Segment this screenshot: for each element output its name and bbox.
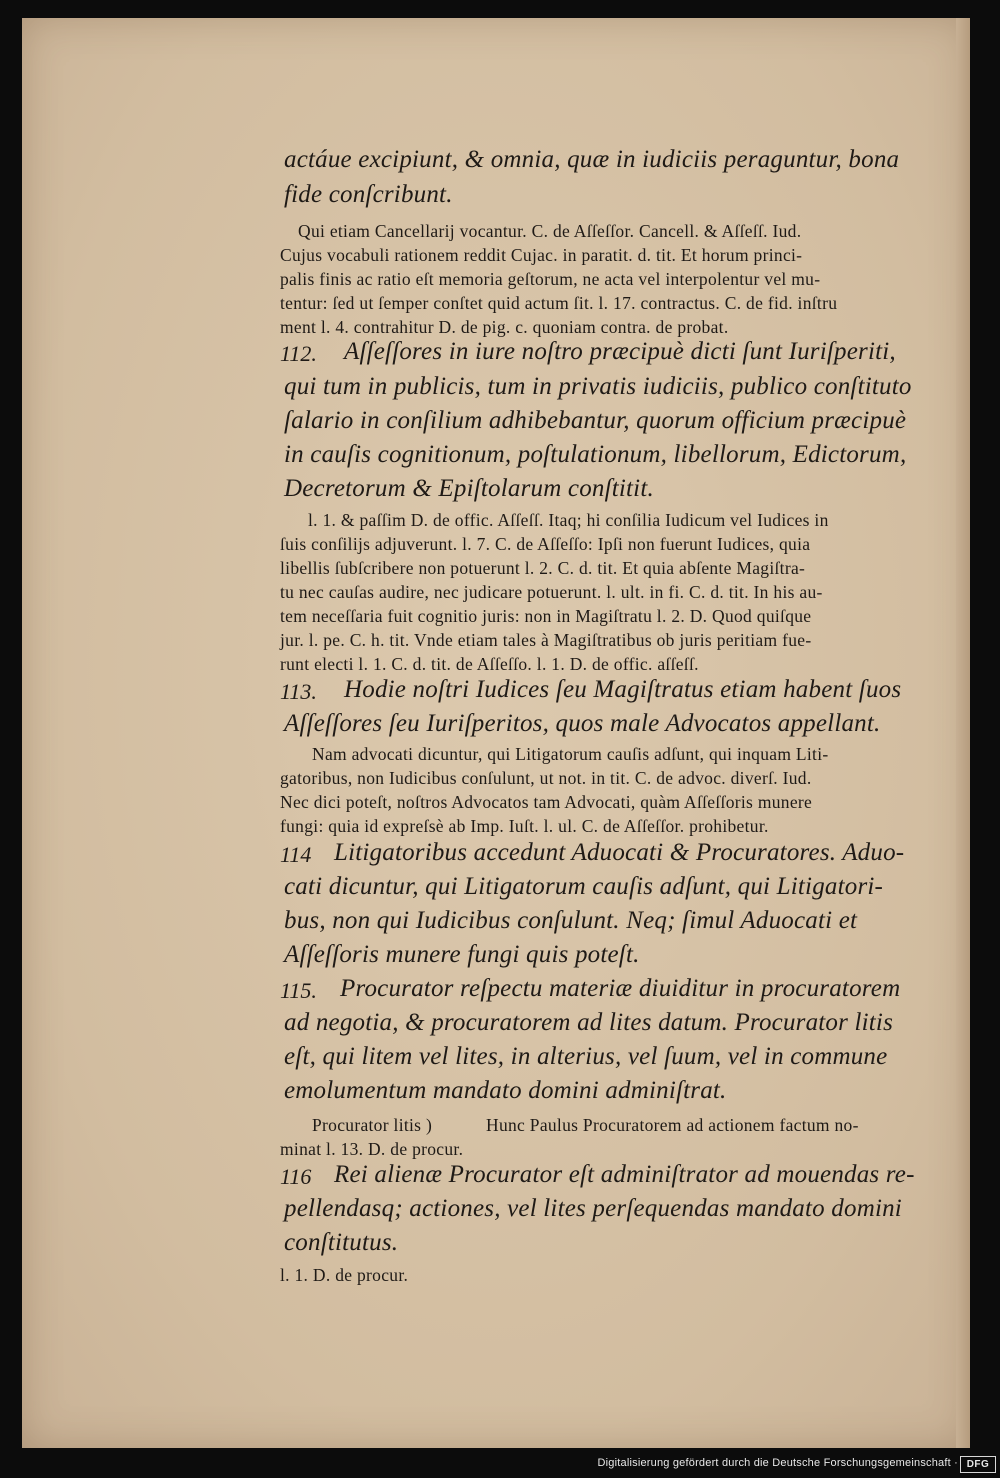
paragraph-number: 113. [280, 679, 317, 704]
text-line: ſalario in conſilium adhibebantur, quorum officium præcipuè [284, 407, 907, 434]
text-line: conſtitutus. [284, 1229, 399, 1256]
text-line: minat l. 13. D. de procur. [280, 1139, 464, 1159]
text-line: Rei alienæ Procurator eſt adminiſtrator ad mouendas re- [334, 1161, 915, 1188]
dfg-logo-icon: DFG [960, 1456, 996, 1473]
text-line: Qui etiam Cancellarij vocantur. C. de Aſſeſſor. Cancell. & Aſſeſſ. Iud. [298, 221, 802, 241]
text-line: Hodie noſtri Iudices ſeu Magiſtratus etiam habent ſuos [344, 676, 902, 703]
paragraph-number: 114 [280, 842, 312, 867]
text-line: emolumentum mandato domini adminiſtrat. [284, 1077, 727, 1104]
text-line: tu nec cauſas audire, nec judicare potuerunt. l. ult. in fi. C. d. tit. In his au- [280, 582, 823, 602]
text-line: palis finis ac ratio eſt memoria geſtorum, ne acta vel interpolentur vel mu- [280, 269, 821, 289]
paragraph-number: 116 [280, 1164, 312, 1189]
text-line: ad negotia, & procuratorem ad lites datum. Procurator litis [284, 1009, 894, 1036]
text-line: l. 1. D. de procur. [280, 1265, 409, 1285]
text-line: l. 1. & paſſim D. de offic. Aſſeſſ. Itaq; hi conſilia Iudicum vel Iudices in [308, 510, 829, 530]
text-line: Procurator litis ) [312, 1115, 433, 1135]
text-line: eſt, qui litem vel lites, in alterius, vel ſuum, vel in commune [284, 1043, 888, 1070]
page-edge [956, 18, 970, 1448]
text-line: Litigatoribus accedunt Aduocati & Procuratores. Aduo- [334, 839, 905, 866]
text-line: tentur: ſed ut ſemper conſtet quid actum ſit. l. 17. contractus. C. de fid. inſtru [280, 293, 838, 313]
text-line: qui tum in publicis, tum in privatis iudiciis, publico conſtituto [284, 373, 912, 400]
footer-bar [0, 1452, 1000, 1478]
text-line: runt electi l. 1. C. d. tit. de Aſſeſſo. l. 1. D. de offic. aſſeſſ. [280, 654, 699, 674]
paragraph-number: 112. [280, 341, 317, 366]
text-line: Aſſeſſores in iure noſtro præcipuè dicti ſunt Iuriſperiti, [344, 338, 896, 365]
text-line: libellis ſubſcribere non potuerunt l. 2. C. d. tit. Et quia abſente Magiſtra- [280, 558, 806, 578]
text-line: ment l. 4. contrahitur D. de pig. c. quoniam contra. de probat. [280, 317, 729, 337]
text-line: Aſſeſſores ſeu Iuriſperitos, quos male Advocatos appellant. [284, 710, 881, 737]
text-line: fide conſcribunt. [284, 181, 453, 208]
text-line: in cauſis cognitionum, poſtulationum, libellorum, Edictorum, [284, 441, 907, 468]
scanned-page [22, 18, 970, 1448]
text-line: jur. l. pe. C. h. tit. Vnde etiam tales à Magiſtratibus ob juris peritiam fue- [280, 630, 812, 650]
text-line: fungi: quia id expreſsè ab Imp. Iuſt. l. ul. C. de Aſſeſſor. prohibetur. [280, 816, 769, 836]
text-line: actáue excipiunt, & omnia, quæ in iudiciis peraguntur, bona [284, 146, 900, 173]
text-line: tem neceſſaria fuit cognitio juris: non in Magiſtratu l. 2. D. Quod quiſque [280, 606, 812, 626]
text-line: Nam advocati dicuntur, qui Litigatorum cauſis adſunt, qui inquam Liti- [312, 744, 829, 764]
paragraph-number: 115. [280, 978, 317, 1003]
text-line: Nec dici poteſt, noſtros Advocatos tam Advocati, quàm Aſſeſſoris munere [280, 792, 813, 812]
text-line: Procurator reſpectu materiæ diuiditur in procuratorem [340, 975, 901, 1002]
text-line: cati dicuntur, qui Litigatorum cauſis adſunt, qui Litigatori- [284, 873, 884, 900]
footer-credit: Digitalisierung gefördert durch die Deutsche Forschungsgemeinschaft · [597, 1457, 958, 1469]
text-line: Cujus vocabuli rationem reddit Cujac. in paratit. d. tit. Et horum princi- [280, 245, 803, 265]
text-line: Decretorum & Epiſtolarum conſtitit. [284, 475, 654, 502]
text-line: gatoribus, non Iudicibus conſulunt, ut not. in tit. C. de advoc. diverſ. Iud. [280, 768, 812, 788]
text-line: ſuis conſilijs adjuverunt. l. 7. C. de Aſſeſſo: Ipſi non fuerunt Iudices, quia [280, 534, 811, 554]
text-line: pellendasq; actiones, vel lites perſequendas mandato domini [284, 1195, 902, 1222]
text-line: bus, non qui Iudicibus conſulunt. Neq; ſimul Aduocati et [284, 907, 858, 934]
text-line: Aſſeſſoris munere fungi quis poteſt. [284, 941, 640, 968]
text-line: Hunc Paulus Procuratorem ad actionem factum no- [486, 1115, 859, 1135]
